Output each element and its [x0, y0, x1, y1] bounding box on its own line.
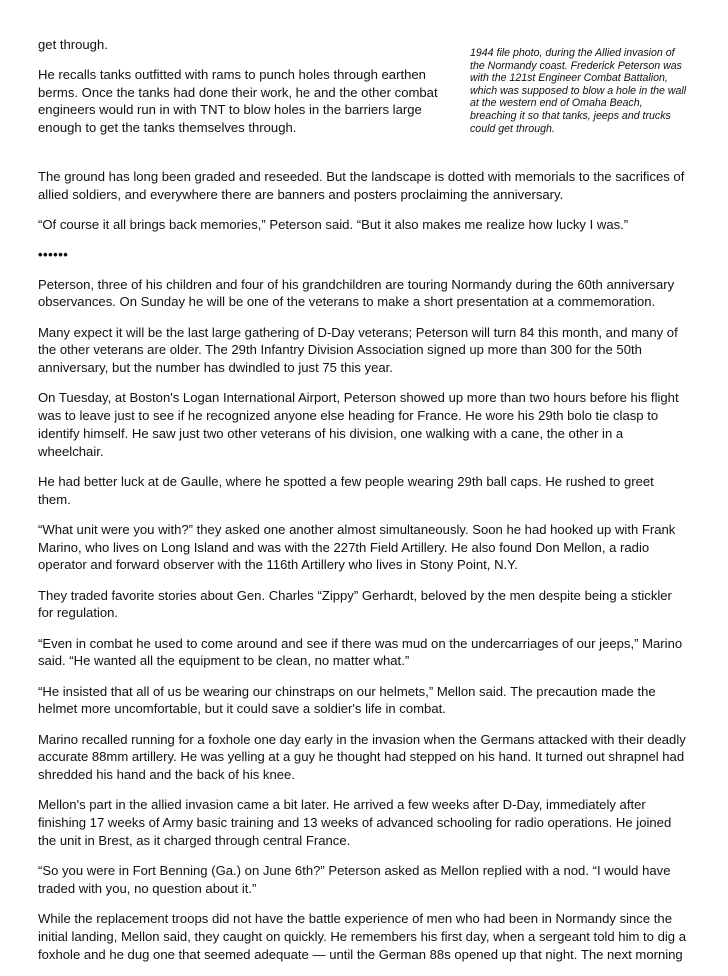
article-paragraph: “So you were in Fort Benning (Ga.) on June 6th?” Peterson asked as Mellon replied with a nod. “I would have traded with you, no question about it.” — [38, 863, 671, 896]
article-paragraph: “He insisted that all of us be wearing our chinstraps on our helmets,” Mellon said. The precaution made the helmet more uncomfortable, but it could save a soldier's life in combat. — [38, 683, 656, 717]
article-page — [38, 36, 690, 976]
article-paragraph: Marino recalled running for a foxhole one day early in the invasion when the Germans attacked with their deadly accurate 88mm artillery. He was yelling at a guy he thought had stepped on his hand. It turned out shrapnel had shredded his hand and the back of his knee. — [38, 731, 686, 783]
article-paragraph: “Even in combat he used to come around and see if there was mud on the undercarriages of our jeeps,” Marino said. “He wanted all the equipment to be clean, no matter what.” — [38, 635, 683, 669]
tanks-paragraph: He recalls tanks outfitted with rams to punch holes through earthen berms. Once the tanks had done their work, he and the other combat engineers would run in with TNT to blow holes in the barriers large enough to get the tanks themselves through. — [38, 66, 438, 136]
article-paragraph: While the replacement troops did not have the battle experience of men who had been in Normandy since the initial landing, Mellon said, they caught on quickly. He remembers his first day, when a sergeant told him to dig a foxhole and he dug one that seemed adequate — until the German 88s opened up that night. The next morning — [38, 911, 686, 962]
article-paragraph: The ground has long been graded and reseeded. But the landscape is dotted with memorials to the sacrifices of allied soldiers, and everywhere there are banners and posters proclaiming the anniversary. — [38, 169, 685, 202]
top-section — [38, 36, 690, 168]
article-paragraph: Many expect it will be the last large gathering of D-Day veterans; Peterson will turn 84 this month, and many of the other veterans are older. The 29th Infantry Division Association signed up more than 300 for the 50th anniversary, but the number has dwindled to just 75 this year. — [38, 324, 678, 376]
article-paragraph: “Of course it all brings back memories,” Peterson said. “But it also makes me realize how lucky I was.” — [38, 216, 629, 232]
article-paragraph: He had better luck at de Gaulle, where he spotted a few people wearing 29th ball caps. He rushed to greet them. — [38, 473, 654, 507]
article-paragraph: On Tuesday, at Boston's Logan International Airport, Peterson showed up more than two hours before his flight was to leave just to see if he recognized anyone else heading for France. He wore his 29th bolo tie clasp to identify himself. He saw just two other veterans of his division, one walking with a cane, the other in a wheelchair. — [38, 390, 679, 459]
photo-caption: 1944 file photo, during the Allied invasion of the Normandy coast. Frederick Peterson was with the 121st Engineer Combat Battalion, which was supposed to blow a hole in the wall at the western end of Omaha Beach, breaching it so that tanks, jeeps and trucks could get through. — [470, 47, 687, 135]
section-divider: •••••• — [38, 247, 69, 263]
article-paragraph: Mellon's part in the allied invasion came a bit later. He arrived a few weeks after D-Day, immediately after finishing 17 weeks of Army basic training and 13 weeks of advanced schooling for radio operations. He joined the unit in Brest, as it charged through central France. — [38, 797, 672, 848]
article-paragraph: Peterson, three of his children and four of his grandchildren are touring Normandy during the 60th anniversary observances. On Sunday he will be one of the veterans to make a short presentation at a commemoration. — [38, 276, 675, 310]
intro-fragment: get through. — [38, 37, 108, 52]
top-left-column — [38, 36, 443, 149]
article-paragraph: “What unit were you with?” they asked one another almost simultaneously. Soon he had hooked up with Frank Marino, who lives on Long Island and was with the 227th Field Artillery. He also found Don Mellon, a radio operator and forward observer with the 116th Artillery who lives in Stony Point, N.Y. — [38, 521, 676, 573]
article-paragraph: They traded favorite stories about Gen. Charles “Zippy” Gerhardt, beloved by the men despite being a stickler for regulation. — [38, 587, 672, 621]
